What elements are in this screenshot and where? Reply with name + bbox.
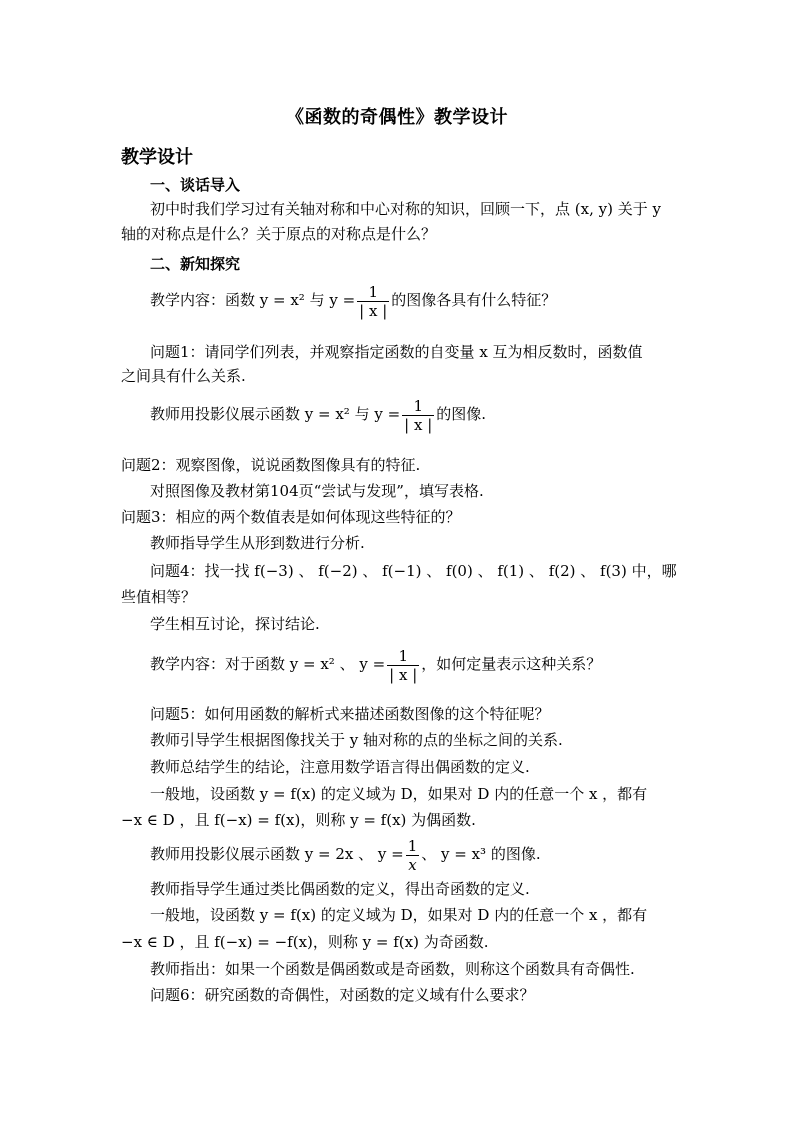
paragraph-line: −x ∈ D ，且 f(−x) = f(x)，则称 y = f(x) 为偶函数. [121,811,476,829]
paragraph-line: 问题4：找一找 f(−3) 、 f(−2) 、 f(−1) 、 f(0) 、 f(1) 、 f(2) 、 f(3) 中，哪 [150,562,677,580]
fraction-numerator: 1 [387,647,419,666]
fraction-numerator: 1 [407,836,418,855]
paragraph-line: 学生相互讨论，探讨结论. [150,615,320,633]
fraction-denominator: | x | [389,665,418,684]
fraction-one-over-x [406,837,420,874]
fraction-denominator: | x | [404,415,433,434]
paragraph-line [150,280,556,320]
paragraph-line: 问题6：研究函数的奇偶性，对函数的定义域有什么要求？ [150,986,535,1004]
paragraph-line: 问题3：相应的两个数值表是如何体现这些特征的？ [121,508,461,526]
paragraph-line: 问题2：观察图像，说说函数图像具有的特征. [121,456,421,474]
paragraph-line: 一般地，设函数 y = f(x) 的定义域为 D，如果对 D 内的任意一个 x ，都有 [150,906,648,924]
fraction-one-over-abs-x [402,397,434,434]
fraction-denominator: x [408,855,417,874]
section-heading: 教学设计 [121,147,193,168]
paragraph-line: 些值相等？ [121,588,197,606]
text-segment: 、 y = x³ 的图像. [421,845,541,863]
paragraph-line: 教师指出：如果一个函数是偶函数或是奇函数，则称这个函数具有奇偶性. [150,960,635,978]
paragraph-line [150,834,541,874]
paragraph-line: 问题1：请同学们列表，并观察指定函数的自变量 x 互为相反数时，函数值 [150,343,643,361]
text-segment: 教师用投影仪展示函数 y = 2x 、 y = [150,845,404,863]
fraction-denominator: | x | [359,301,388,320]
fraction-numerator: 1 [357,283,389,302]
document-title: 《函数的奇偶性》教学设计 [286,107,508,128]
text-segment: 教师用投影仪展示函数 y = x² 与 y = [150,405,401,423]
subheading-intro: 一、谈话导入 [150,176,241,194]
paragraph-line: 一般地，设函数 y = f(x) 的定义域为 D，如果对 D 内的任意一个 x ，都有 [150,785,648,803]
paragraph-line: 轴的对称点是什么？关于原点的对称点是什么？ [121,225,437,243]
text-segment: 的图像各具有什么特征？ [391,291,557,309]
fraction-one-over-abs-x [357,283,389,320]
paragraph-line: 教师指导学生通过类比偶函数的定义，得出奇函数的定义. [150,880,530,898]
paragraph-line: 教师引导学生根据图像找关于 y 轴对称的点的坐标之间的关系. [150,731,563,749]
paragraph-line: 教师总结学生的结论，注意用数学语言得出偶函数的定义. [150,758,530,776]
paragraph-line: 问题5：如何用函数的解析式来描述函数图像的这个特征呢？ [150,705,550,723]
paragraph-line: 初中时我们学习过有关轴对称和中心对称的知识，回顾一下，点 (x, y) 关于 y [150,200,661,218]
paragraph-line: 对照图像及教材第104页“尝试与发现”，填写表格. [150,482,484,500]
paragraph-line [150,394,486,434]
fraction-numerator: 1 [402,397,434,416]
subheading-explore: 二、新知探究 [150,255,241,273]
paragraph-line: 之间具有什么关系. [121,367,246,385]
paragraph-line: −x ∈ D ，且 f(−x) = −f(x)，则称 y = f(x) 为奇函数. [121,933,489,951]
paragraph-line [150,644,601,684]
paragraph-line: 教师指导学生从形到数进行分析. [150,534,365,552]
fraction-one-over-abs-x [387,647,419,684]
text-segment: ，如何定量表示这种关系？ [421,655,602,673]
text-segment: 教学内容：对于函数 y = x² 、 y = [150,655,386,673]
text-segment: 的图像. [436,405,487,423]
text-segment: 教学内容：函数 y = x² 与 y = [150,291,356,309]
